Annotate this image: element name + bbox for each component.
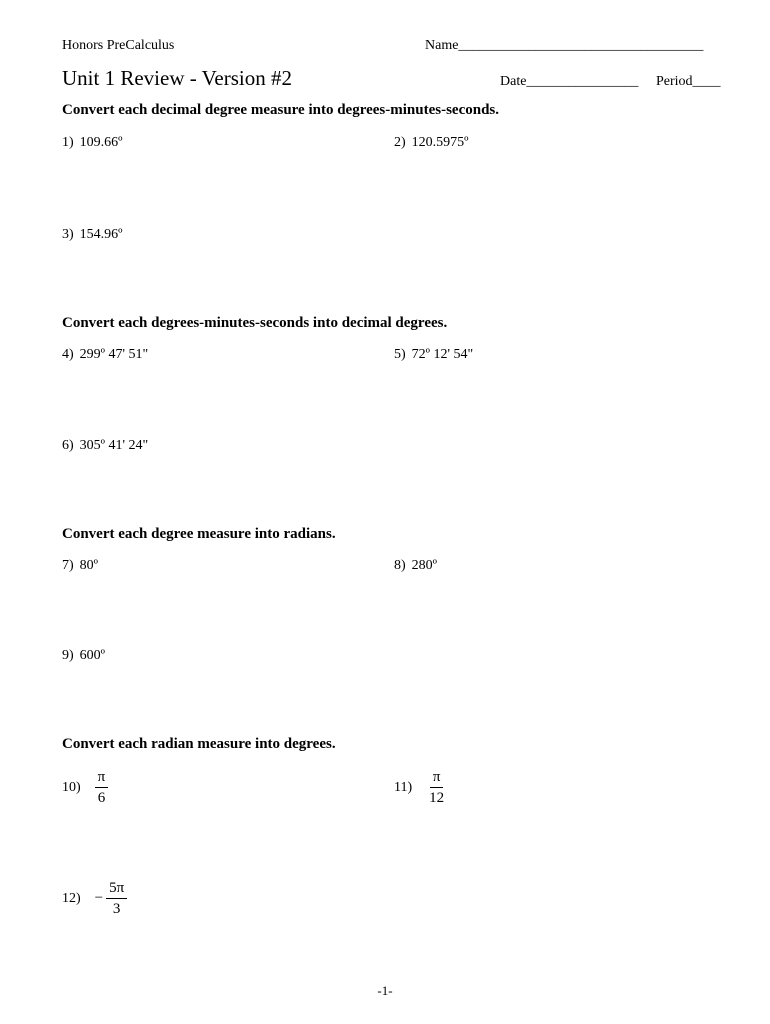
problem-3 <box>62 227 123 243</box>
problem-7 <box>62 558 98 574</box>
problem-text: 305º 41' 24" <box>79 438 149 453</box>
problem-number: 6) <box>62 438 74 453</box>
problem-text: 109.66º <box>79 135 123 150</box>
problem-number: 10) <box>62 779 81 795</box>
page-number: -1- <box>377 983 393 998</box>
fraction-numerator: 5π <box>106 880 127 899</box>
fraction <box>95 769 109 806</box>
section-heading-radians: Convert each degree measure into radians. <box>62 526 336 542</box>
problem-number: 11) <box>394 779 413 795</box>
problem-number: 7) <box>62 558 74 573</box>
section-heading-degrees: Convert each radian measure into degrees. <box>62 736 336 752</box>
problem-1 <box>62 135 123 151</box>
fraction-numerator: π <box>95 769 109 788</box>
fraction-denominator: 3 <box>112 901 121 917</box>
problem-text: 72º 12' 54" <box>411 347 474 362</box>
problem-12 <box>62 880 127 917</box>
problem-4 <box>62 347 148 363</box>
date-field[interactable]: Date________________ <box>500 74 639 89</box>
problem-number: 3) <box>62 227 74 242</box>
negative-sign: − <box>94 890 104 906</box>
period-field[interactable]: Period____ <box>656 74 721 89</box>
problem-number: 5) <box>394 347 406 362</box>
fraction-numerator: π <box>430 769 444 788</box>
problem-2 <box>394 135 469 151</box>
problem-number: 9) <box>62 648 74 663</box>
problem-number: 1) <box>62 135 74 150</box>
problem-text: 120.5975º <box>411 135 469 150</box>
course-name: Honors PreCalculus <box>62 38 175 53</box>
fraction-denominator: 6 <box>97 790 106 806</box>
problem-10 <box>62 769 108 806</box>
problem-text: 600º <box>79 648 106 663</box>
problem-number: 12) <box>62 890 81 906</box>
problem-text: 280º <box>411 558 438 573</box>
problem-number: 2) <box>394 135 406 150</box>
section-heading-decimal: Convert each degrees-minutes-seconds into decimal degrees. <box>62 315 448 331</box>
fraction-denominator: 12 <box>429 790 445 806</box>
problem-8 <box>394 558 437 574</box>
problem-9 <box>62 648 105 664</box>
worksheet-title: Unit 1 Review - Version #2 <box>62 66 293 90</box>
problem-11 <box>394 769 447 806</box>
problem-6 <box>62 438 148 454</box>
problem-number: 4) <box>62 347 74 362</box>
fraction <box>426 769 447 806</box>
section-heading-dms: Convert each decimal degree measure into degrees-minutes-seconds. <box>62 102 500 118</box>
problem-5 <box>394 347 473 363</box>
problem-text: 80º <box>79 558 99 573</box>
name-field[interactable]: Name___________________________________ <box>425 38 704 53</box>
problem-text: 299º 47' 51" <box>79 347 149 362</box>
problem-text: 154.96º <box>79 227 123 242</box>
fraction <box>106 880 127 917</box>
problem-number: 8) <box>394 558 406 573</box>
